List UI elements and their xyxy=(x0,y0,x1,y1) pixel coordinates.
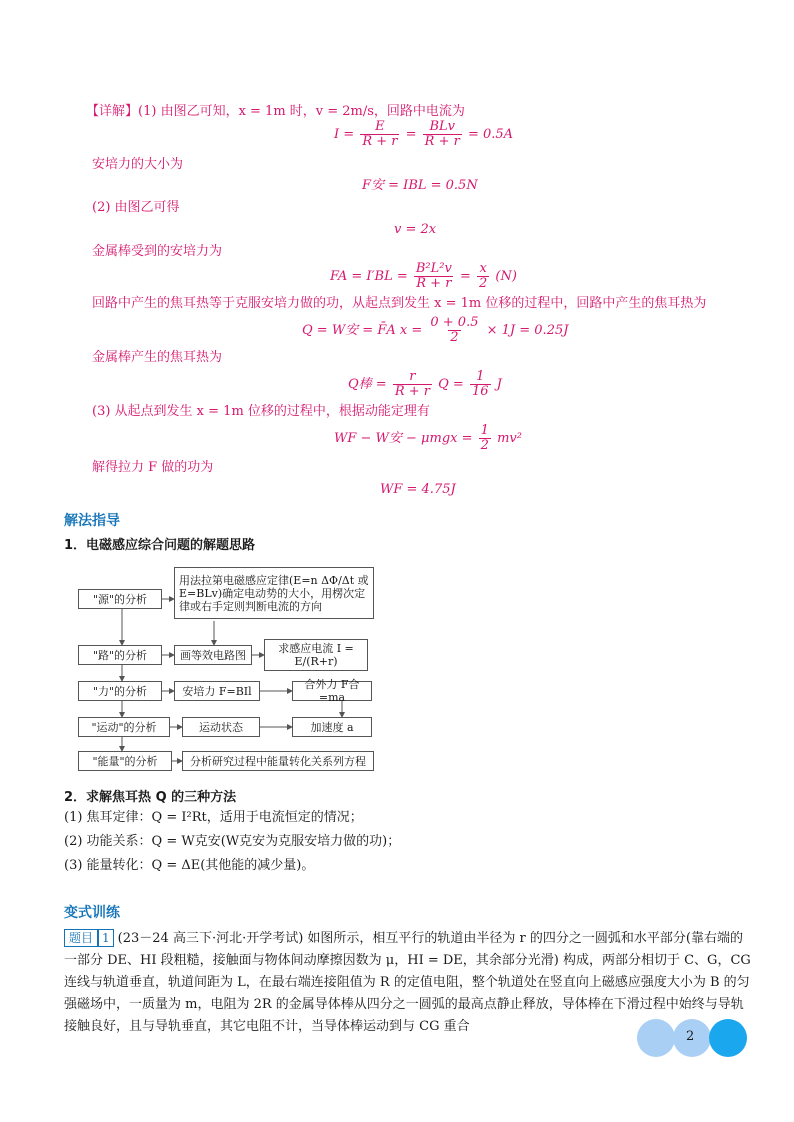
method-energy-conversion: (3) 能量转化：Q = ΔE(其他能的减少量)。 xyxy=(64,858,315,873)
page-number-badge xyxy=(636,1018,748,1058)
flow-motion: "运动"的分析 xyxy=(78,717,170,737)
equation-velocity: v = 2x xyxy=(394,222,437,237)
method-sub1: 1．电磁感应综合问题的解题思路 xyxy=(64,538,256,553)
flow-source: "源"的分析 xyxy=(78,589,162,609)
problem-text: (23－24 高三下·河北·开学考试) 如图所示，相互平行的轨道由半径为 r 的四分之一圆弧和水平部分(靠右端的一部分 DE、HI 段粗糙，接触面与物体间动摩擦因数为 μ，HI = DE，其余部分光滑) 构成，两部分相切于 C、G，CG 连线与轨道垂直，轨道间距为 L，在最右端连接阻值为 R 的定值电阻，整个轨道处在竖直向上磁感应强度大小为 B 的匀强磁场中，一质量为 m，电阻为 2R 的金属导体棒从四分之一圆弧的最高点静止释放，导体棒在下滑过程中始终与导轨接触良好，且与导轨垂直，其它电阻不计，当导体棒运动到与 CG 重合 xyxy=(64,931,751,1034)
solution-part3-intro: (3) 从起点到发生 x = 1m 位移的过程中，根据动能定理有 xyxy=(92,404,430,419)
solution-part2-intro: (2) 由图乙可得 xyxy=(92,200,180,215)
equation-rod-heat: Q棒 = $\frac{r}{R + r}$ Q = $\frac{1}{16}$ J xyxy=(348,369,502,399)
page-number: 2 xyxy=(686,1029,695,1044)
equation-force: FA = I′BL = $\frac{\text{B²L²v}}{R + r}$ = $\frac{x}{2}$ (N) xyxy=(330,261,517,291)
flow-force: "力"的分析 xyxy=(78,681,162,701)
flow-energy: "能量"的分析 xyxy=(78,751,172,771)
flow-source-desc: 用法拉第电磁感应定律(E=n ΔΦ/Δt 或 E=BLv)确定电动势的大小，用楞次定 律或右手定则判断电流的方向 xyxy=(174,567,374,619)
flow-accel: 加速度 a xyxy=(292,717,372,737)
flowchart xyxy=(64,565,376,777)
flow-motion-state: 运动状态 xyxy=(182,717,260,737)
equation-heat: Q = W安 = F̄A x = $\frac{0 + 0.5}{2}$ × 1J = 0.25J xyxy=(302,315,569,345)
method-joule-law: (1) 焦耳定律：Q = I²Rt，适用于电流恒定的情况； xyxy=(64,810,363,825)
equation-work: WF = 4.75J xyxy=(380,482,456,497)
flow-energy-desc: 分析研究过程中能量转化关系列方程 xyxy=(182,751,374,771)
heat-text: 回路中产生的焦耳热等于克服安培力做的功，从起点到发生 x = 1m 位移的过程中，回路中产生的焦耳热为 xyxy=(92,296,707,311)
problem-tag: 题目 xyxy=(64,929,98,947)
method-sub2: 2．求解焦耳热 Q 的三种方法 xyxy=(64,790,237,805)
flow-path-desc: 画等效电路图 xyxy=(174,645,252,665)
flow-ampere: 安培力 F=BIl xyxy=(174,681,260,701)
work-text: 解得拉力 F 做的功为 xyxy=(92,460,214,475)
force-text: 金属棒受到的安培力为 xyxy=(92,244,223,259)
flow-current: 求感应电流 I = E/(R+r) xyxy=(264,639,368,671)
equation-kinetic-energy: WF − W安 − μmgx = $\frac{1}{2}$ mv² xyxy=(334,423,522,453)
method-work-energy: (2) 功能关系：Q = W克安(W克安为克服安培力做的功)； xyxy=(64,834,401,849)
rod-heat-text: 金属棒产生的焦耳热为 xyxy=(92,350,223,365)
flow-net-force: 合外力 F合=ma xyxy=(292,681,372,701)
equation-ampere-force: F安 = IBL = 0.5N xyxy=(362,178,478,193)
flow-path: "路"的分析 xyxy=(78,645,162,665)
solution-tag: 【详解】 xyxy=(86,104,139,119)
practice-heading: 变式训练 xyxy=(64,905,120,921)
method-heading: 解法指导 xyxy=(64,513,120,529)
equation-current: I = $\frac{E}{R + r}$ = $\frac{\text{BLv}}{R + r}$ = 0.5A xyxy=(334,119,514,149)
solution-part1-intro: 【详解】(1) 由图乙可知，x = 1m 时，v = 2m/s，回路中电流为 xyxy=(86,104,465,119)
problem-number: 1 xyxy=(98,929,114,947)
ampere-text: 安培力的大小为 xyxy=(92,157,184,172)
